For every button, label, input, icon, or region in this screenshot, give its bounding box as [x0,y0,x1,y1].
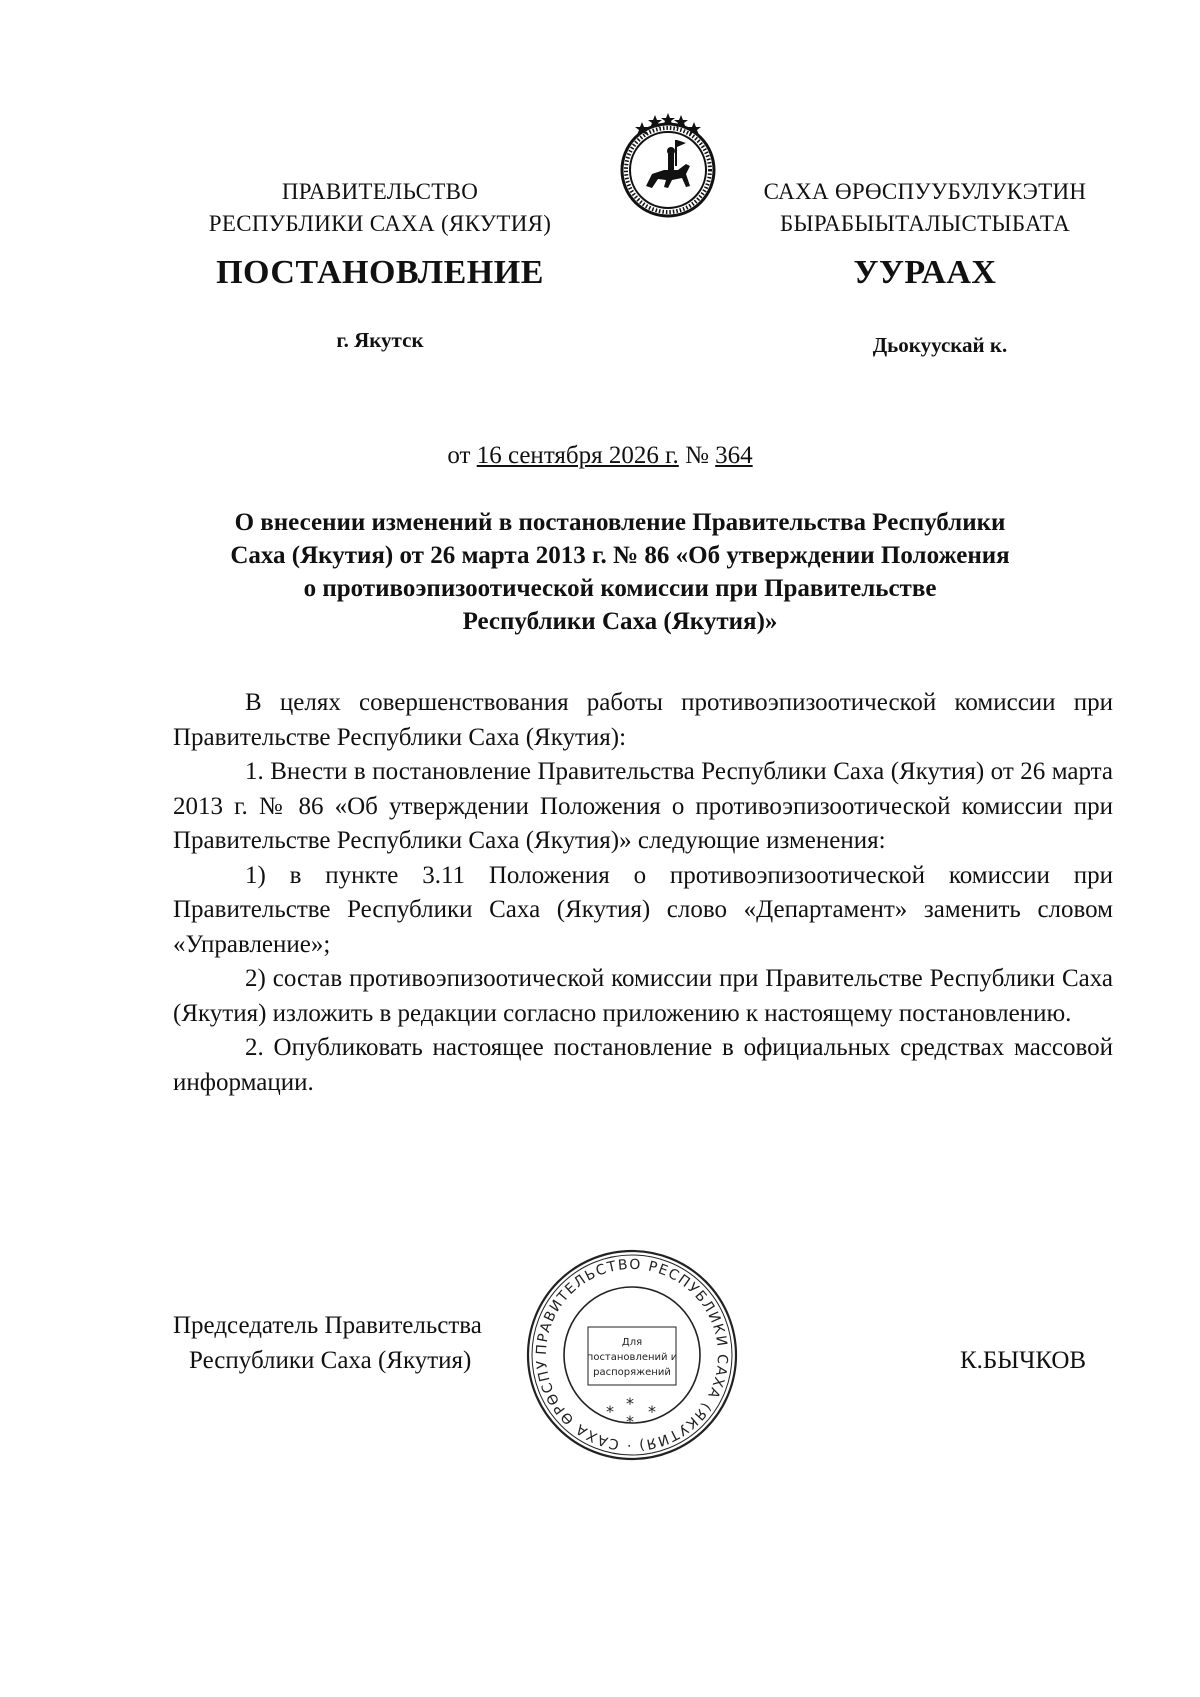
date-value: 16 сентября 2026 г. [476,442,679,469]
header-right-org [735,176,1115,240]
svg-text:*: * [626,1412,634,1431]
svg-text:распоряжений: распоряжений [593,1367,671,1378]
svg-text:*: * [606,1402,614,1421]
title-line: о противоэпизоотической комиссии при Правительстве [303,575,937,602]
title-line: Республики Саха (Якутия)» [462,608,778,635]
body-paragraph: 1) в пункте 3.11 Положения о противоэпизоотической комиссии при Правительстве Республики Саха (Якутия) слово «Департамент» заменить словом «Управление»; [173,861,1113,958]
official-seal [522,1245,742,1465]
header-left-org [180,176,580,240]
svg-text:постановлений и: постановлений и [586,1352,678,1363]
official-seal-icon [522,1245,742,1465]
header-left-line2: РЕСПУБЛИКИ САХА (ЯКУТИЯ) [208,211,552,236]
yakutia-coat-of-arms-icon [612,108,724,220]
header-right-line1: САХА ӨРӨСПУУБУЛУКЭТИН [763,179,1087,204]
svg-text:Для: Для [621,1337,643,1348]
body-paragraph: 2) состав противоэпизоотической комиссии при Правительстве Республики Саха (Якутия) изложить в редакции согласно приложению к настоящему постановлению. [173,965,1113,1027]
svg-text:*: * [648,1402,656,1421]
signature-position-line2: Республики Саха (Якутия) [189,1347,472,1374]
document-title [160,506,1080,638]
doc-type-sah: УУРААХ [853,254,997,291]
emblem [612,108,724,220]
header-right-line2: БЫРАБЫЫТАЛЫСТЫБАТА [779,211,1071,236]
city-ru: г. Якутск [336,328,424,352]
date-prefix: от [447,442,471,469]
svg-text:ПРАВИТЕЛЬСТВО РЕСПУБЛИКИ САХА: ПРАВИТЕЛЬСТВО РЕСПУБЛИКИ САХА (ЯКУТИЯ) · САХА ӨРӨСПУ [533,1256,731,1454]
body-paragraph: 1. Внести в постановление Правительства Республики Саха (Якутия) от 26 марта 2013 г. № 86 «Об утверждении Положения о противоэпизоотической комиссии при Правительстве Республики Саха (Якутия)» следующие изменения: [173,758,1113,854]
signature-position [173,1308,553,1378]
city-sah: Дьокуускай к. [872,333,1008,357]
document-date-number [300,442,900,470]
body-paragraph: 2. Опубликовать настоящее постановление в официальных средствах массовой информации. [173,1034,1113,1096]
body-paragraph: В целях совершенствования работы противоэпизоотической комиссии при Правительстве Республики Саха (Якутия): [173,689,1113,751]
number-sign: № [685,442,709,469]
signature-position-line1: Председатель Правительства [173,1312,482,1339]
title-line: О внесении изменений в постановление Правительства Республики [234,509,1006,536]
number-value: 364 [715,442,753,469]
header-left-line1: ПРАВИТЕЛЬСТВО [281,179,479,204]
signature-name: К.БЫЧКОВ [960,1347,1087,1374]
doc-type-ru: ПОСТАНОВЛЕНИЕ [216,254,544,291]
svg-text:*: * [626,1394,634,1413]
title-line: Саха (Якутия) от 26 марта 2013 г. № 86 «Об утверждении Положения [230,542,1010,569]
document-body [173,686,1113,1100]
